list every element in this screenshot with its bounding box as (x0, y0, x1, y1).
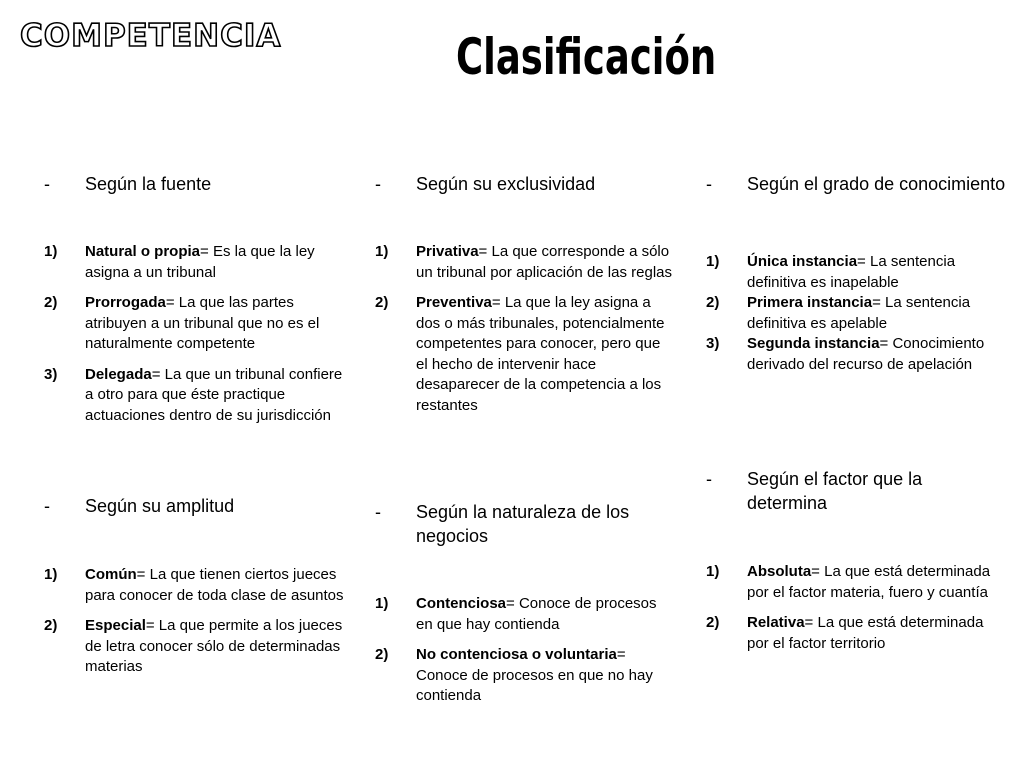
list-item: 2) Especial= La que permite a los jueces de letra conocer sólo de determinadas materias (44, 617, 343, 675)
list-item: 3) Delegada= La que un tribunal confiere a otro para que éste practique actuaciones dentro de su jurisdicción (44, 365, 343, 424)
list-item: 1) Contenciosa= Conoce de procesos en que hay contienda (375, 595, 657, 633)
list-factor (706, 562, 1006, 664)
section-heading-fuente: - Según la fuente (44, 174, 212, 194)
list-item: 1) Privativa= La que corresponde a sólo un tribunal por aplicación de las reglas (375, 243, 672, 281)
list-item: 1) Absoluta= La que está determinada por el factor materia, fuero y cuantía (706, 563, 991, 601)
list-exclusividad (375, 242, 675, 426)
list-item: 2) Relativa= La que está determinada por el factor territorio (706, 614, 984, 652)
list-fuente (44, 242, 344, 436)
list-item: 2) Prorrogada= La que las partes atribuyen a un tribunal que no es el naturalmente competente (44, 294, 320, 352)
list-naturaleza (375, 594, 675, 717)
list-item: 1) Común= La que tienen ciertos jueces para conocer de toda clase de asuntos (44, 566, 344, 604)
list-item: 3) Segunda instancia= Conocimiento derivado del recurso de apelación (706, 335, 985, 373)
section-heading-naturaleza: - Según la naturaleza de los negocios (375, 502, 630, 546)
list-item: 2) No contenciosa o voluntaria= Conoce de procesos en que no hay contienda (375, 646, 653, 704)
section-heading-conocimiento: - Según el grado de conocimiento (706, 174, 1006, 194)
section-heading-exclusividad: - Según su exclusividad (375, 174, 596, 194)
page-title: Clasificación (456, 28, 717, 86)
section-heading-amplitud: - Según su amplitud (44, 496, 235, 516)
list-item: 1) Natural o propia= Es la que la ley asigna a un tribunal (44, 243, 315, 281)
topic-heading: COMPETENCIA (20, 18, 282, 54)
list-conocimiento (706, 252, 1006, 375)
section-heading-factor: - Según el factor que la determina (706, 469, 923, 513)
list-item: 1) Única instancia= La sentencia definitiva es inapelable (706, 253, 956, 291)
list-amplitud (44, 565, 344, 688)
list-item: 2) Primera instancia= La sentencia definitiva es apelable (706, 294, 971, 332)
list-item: 2) Preventiva= La que la ley asigna a dos o más tribunales, potencialmente competentes para conocer, pero que el hecho de intervenir hace desaparecer de la competencia a los restantes (375, 294, 665, 414)
